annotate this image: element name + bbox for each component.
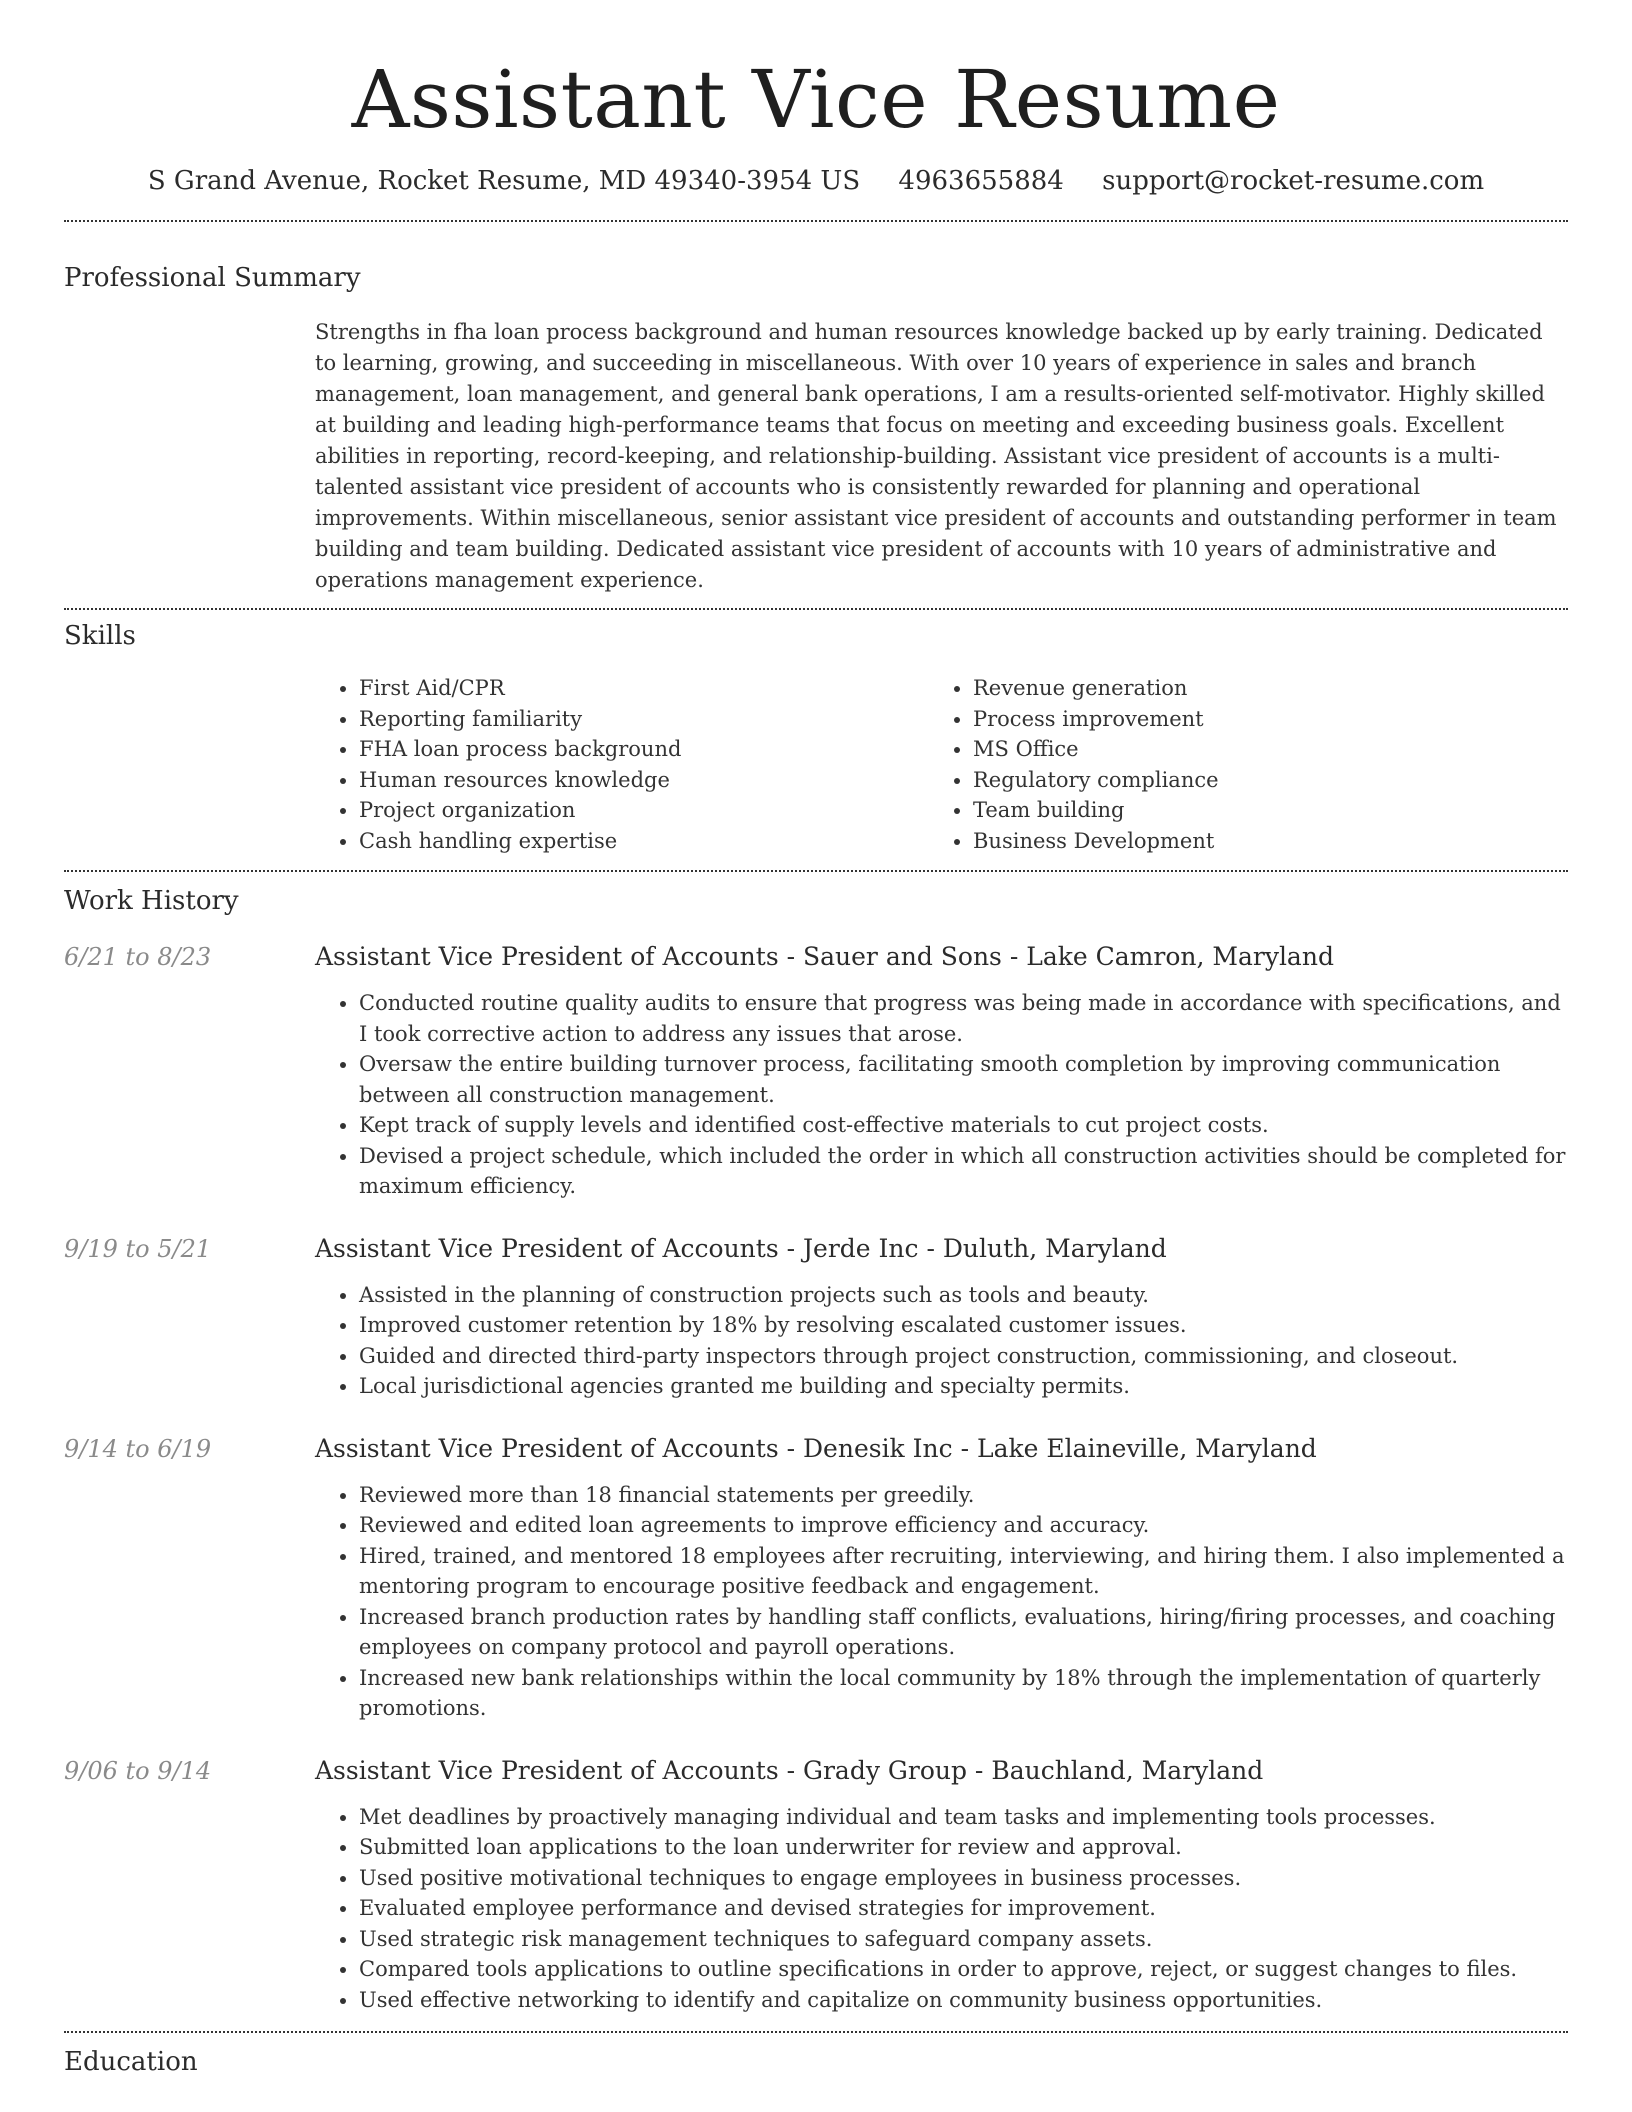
section-title-skills: Skills [64,621,136,651]
job-dates: 9/06 to 9/14 [64,1756,212,1785]
skill-item: • First Aid/CPR [359,673,929,704]
job-bullet: • Increased branch production rates by handling staff conflicts, evaluations, hiring/firing processes, and coaching employees on company protocol and payroll operations. [359,1602,1568,1663]
job-title: Assistant Vice President of Accounts - Jerde Inc - Duluth, Maryland [315,1233,1167,1263]
job-bullet: • Conducted routine quality audits to ensure that progress was being made in accordance with specifications, and I took corrective action to address any issues that arose. [359,988,1568,1049]
divider [64,608,1568,610]
job-bullets [315,988,1568,1202]
job-bullet: • Assisted in the planning of construction projects such as tools and beauty. [359,1280,1568,1311]
job-entry [64,1432,1568,1724]
skill-item: • Human resources knowledge [359,765,929,796]
job-bullet: • Oversaw the entire building turnover process, facilitating smooth completion by improving communication between all construction management. [359,1049,1568,1110]
skill-item: • Regulatory compliance [973,765,1543,796]
job-bullet: • Guided and directed third-party inspectors through project construction, commissioning, and closeout. [359,1341,1568,1372]
job-entry [64,1232,1568,1402]
job-title: Assistant Vice President of Accounts - Denesik Inc - Lake Elaineville, Maryland [315,1433,1317,1463]
divider [64,870,1568,872]
job-bullet: • Compared tools applications to outline specifications in order to approve, reject, or suggest changes to files. [359,1954,1568,1985]
section-title-education: Education [64,2047,198,2077]
divider [64,2031,1568,2033]
job-bullet: • Hired, trained, and mentored 18 employees after recruiting, interviewing, and hiring them. I also implemented a mentoring program to encourage positive feedback and engagement. [359,1541,1568,1602]
job-entry [64,1754,1568,2016]
skill-item: • Project organization [359,795,929,826]
skills-list-left [315,673,929,856]
job-bullet: • Devised a project schedule, which included the order in which all construction activities should be completed for maximum efficiency. [359,1141,1568,1202]
job-dates: 9/14 to 6/19 [64,1434,212,1463]
contact-email: support@rocket-resume.com [1102,166,1485,196]
skill-item: • Revenue generation [973,673,1543,704]
job-bullet: • Used effective networking to identify and capitalize on community business opportunities. [359,1985,1568,2016]
skill-item: • Business Development [973,826,1543,857]
section-title-work: Work History [64,886,239,916]
job-bullet: • Reviewed and edited loan agreements to improve efficiency and accuracy. [359,1510,1568,1541]
job-bullet: • Improved customer retention by 18% by resolving escalated customer issues. [359,1310,1568,1341]
job-dates: 6/21 to 8/23 [64,943,212,971]
contact-address: S Grand Avenue, Rocket Resume, MD 49340-3954 US [147,166,861,196]
job-bullet: • Used positive motivational techniques to engage employees in business processes. [359,1863,1568,1894]
resume-page [64,0,1568,2079]
skill-item: • Process improvement [973,704,1543,735]
divider [64,220,1568,222]
job-title: Assistant Vice President of Accounts - Sauer and Sons - Lake Camron, Maryland [315,942,1334,971]
job-bullet: • Met deadlines by proactively managing individual and team tasks and implementing tools processes. [359,1802,1568,1833]
job-dates: 9/19 to 5/21 [64,1234,212,1263]
job-bullet: • Submitted loan applications to the loan underwriter for review and approval. [359,1832,1568,1863]
job-bullet: • Increased new bank relationships within the local community by 18% through the implementation of quarterly promotions. [359,1663,1568,1724]
job-bullets [315,1280,1568,1402]
job-bullet: • Evaluated employee performance and devised strategies for improvement. [359,1893,1568,1924]
skill-item: • Cash handling expertise [359,826,929,857]
job-bullet: • Kept track of supply levels and identified cost-effective materials to cut project costs. [359,1110,1568,1141]
skill-item: • FHA loan process background [359,734,929,765]
job-bullets [315,1480,1568,1724]
job-entry [64,940,1568,1202]
contact-phone: 4963655884 [898,166,1064,196]
skill-item: • Team building [973,795,1543,826]
job-bullet: • Used strategic risk management techniques to safeguard company assets. [359,1924,1568,1955]
skills-section [315,673,1568,856]
skill-item: • Reporting familiarity [359,704,929,735]
job-bullet: • Reviewed more than 18 financial statements per greedily. [359,1480,1568,1511]
resume-name: Assistant Vice Resume [351,53,1281,146]
job-bullets [315,1802,1568,2016]
job-bullet: • Local jurisdictional agencies granted me building and specialty permits. [359,1371,1568,1402]
skill-item: • MS Office [973,734,1543,765]
contact-line [64,164,1568,198]
summary-section [315,317,1568,596]
summary-text: Strengths in fha loan process background and human resources knowledge backed up by early training. Dedicated to learning, growing, and succeeding in miscellaneous. With over 10 years of experience in sales and branch management, loan management, and general bank operations, I am a results-oriented self-motivator. Highly skilled at building and leading high-performance teams that focus on meeting and exceeding business goals. Excellent abilities in reporting, record-keeping, and relationship-building. Assistant vice president of accounts is a multi-talented assistant vice president of accounts who is consistently rewarded for planning and operational improvements. Within miscellaneous, senior assistant vice president of accounts and outstanding performer in team building and team building. Dedicated assistant vice president of accounts with 10 years of administrative and operations management experience. [315,320,1557,592]
skills-grid [315,673,1568,856]
job-title: Assistant Vice President of Accounts - Grady Group - Bauchland, Maryland [315,1755,1264,1785]
skills-list-right [929,673,1543,856]
section-title-summary: Professional Summary [64,263,361,293]
